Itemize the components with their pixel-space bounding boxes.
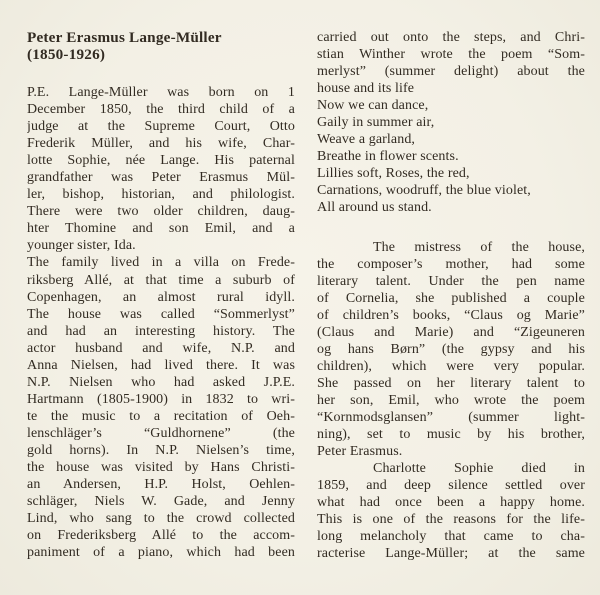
text-line: on Frederiksberg Allé to the accom- bbox=[27, 528, 295, 544]
text-line: The house was called “Sommerlyst” bbox=[27, 306, 295, 322]
text-line: Now we can dance, bbox=[317, 98, 429, 114]
text-line: December 1850, the third child of a bbox=[27, 102, 295, 118]
text-line: lotte Sophie, née Lange. His paternal bbox=[27, 153, 295, 169]
text-line: merlyst” (summer delight) about the bbox=[317, 64, 585, 80]
text-line: and had an interesting history. The bbox=[27, 323, 295, 339]
text-line: Lind, who sang to the crowd collected bbox=[27, 511, 295, 527]
text-line: judge at the Supreme Court, Otto bbox=[27, 119, 295, 135]
text-line: Charlotte Sophie died in bbox=[373, 461, 585, 477]
text-line: Peter Erasmus. bbox=[317, 444, 403, 460]
text-line: ning), set to music by his brother, bbox=[317, 427, 585, 443]
text-line: literary talent. Under the pen name bbox=[317, 273, 585, 289]
text-line: gold horns). In N.P. Nielsen’s time, bbox=[27, 442, 295, 458]
text-line: Gaily in summer air, bbox=[317, 115, 435, 131]
text-line: She passed on her literary talent to bbox=[317, 375, 585, 391]
text-line: what had once been a happy home. bbox=[317, 495, 585, 511]
text-line: “Kornmodsglansen” (summer light- bbox=[317, 409, 585, 425]
text-line: Weave a garland, bbox=[317, 132, 416, 148]
left-column bbox=[27, 29, 295, 561]
text-line: 1859, and deep silence settled over bbox=[317, 478, 585, 494]
right-column bbox=[317, 29, 585, 562]
text-line: Hartmann (1805-1900) in 1832 to wri- bbox=[27, 391, 295, 407]
text-line: an Andersen, H.P. Holst, Oehlen- bbox=[27, 477, 295, 493]
text-line: children), which were very popular. bbox=[317, 358, 585, 374]
text-line: All around us stand. bbox=[317, 200, 432, 216]
text-line: Breathe in flower scents. bbox=[317, 149, 459, 165]
text-line: the house was visited by Hans Christi- bbox=[27, 460, 295, 476]
text-line: her son, Emil, who wrote the poem bbox=[317, 392, 585, 408]
text-line: (Claus and Marie) and “Zigeuneren bbox=[317, 324, 585, 340]
text-line: Frederik Müller, and his wife, Char- bbox=[27, 136, 295, 152]
text-line: Lillies soft, Roses, the red, bbox=[317, 166, 470, 182]
text-line: the composer’s mother, had some bbox=[317, 256, 585, 272]
text-line: The mistress of the house, bbox=[373, 239, 585, 255]
text-line: long melancholy that came to cha- bbox=[317, 529, 585, 545]
text-line: The family lived in a villa on Frede- bbox=[27, 255, 295, 271]
text-line: paniment of a piano, which had been bbox=[27, 545, 295, 561]
text-line: house and its life bbox=[317, 81, 415, 97]
left-column-text bbox=[27, 84, 295, 561]
text-line: Copenhagen, an almost rural idyll. bbox=[27, 289, 295, 305]
text-line: P.E. Lange-Müller was born on 1 bbox=[27, 85, 295, 100]
text-line: grandfather was Peter Erasmus Mül- bbox=[27, 170, 295, 186]
text-line: racterise Lange-Müller; at the same bbox=[317, 546, 585, 562]
text-line: of Cornelia, she published a couple bbox=[317, 290, 585, 306]
text-line: N.P. Nielsen who had asked J.P.E. bbox=[27, 374, 295, 390]
text-line: ler, bishop, historian, and philologist. bbox=[27, 187, 295, 203]
text-line: actor husband and wife, N.P. and bbox=[27, 340, 295, 356]
page-title bbox=[27, 29, 295, 63]
text-line: stian Winther wrote the poem “Som- bbox=[317, 47, 585, 63]
text-line: younger sister, Ida. bbox=[27, 238, 136, 254]
text-line: There were two older children, daug- bbox=[27, 204, 295, 220]
text-line: te the music to a recitation of Oeh- bbox=[27, 408, 295, 424]
right-column-text bbox=[317, 29, 585, 562]
text-line: schläger, Niels W. Gade, and Jenny bbox=[27, 494, 295, 510]
text-line: lenschläger’s “Guldhornene” (the bbox=[27, 425, 295, 441]
text-line: og hans Børn” (the gypsy and his bbox=[317, 341, 585, 357]
page-title-name: Peter Erasmus Lange-Müller bbox=[27, 29, 222, 46]
text-line: Carnations, woodruff, the blue violet, bbox=[317, 183, 531, 199]
text-line: carried out onto the steps, and Chri- bbox=[317, 30, 585, 45]
page-title-years: (1850-1926) bbox=[27, 46, 106, 63]
text-line: riksberg Allé, at that time a suburb of bbox=[27, 272, 295, 288]
text-line: This is one of the reasons for the life- bbox=[317, 512, 585, 528]
text-line: Anna Nielsen, had lived there. It was bbox=[27, 357, 295, 373]
blank-line bbox=[317, 217, 585, 239]
text-line: hter Thomine and son Emil, and a bbox=[27, 221, 295, 237]
text-line: of children’s books, “Claus og Marie” bbox=[317, 307, 585, 323]
